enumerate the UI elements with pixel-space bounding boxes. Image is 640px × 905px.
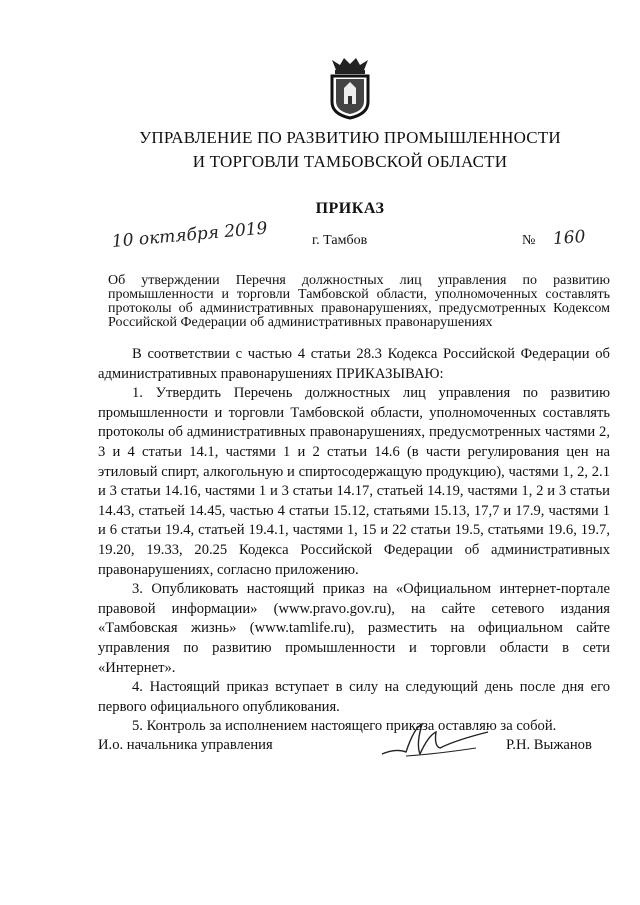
handwritten-number: 160 (552, 226, 587, 250)
number-label: № (522, 233, 536, 248)
paragraph-item-4: 4. Настоящий приказ вступает в силу на следующий день после дня его первого официального опубликования. (98, 679, 610, 715)
signature-icon (376, 718, 496, 762)
coat-of-arms-icon (326, 56, 374, 120)
paragraph-item-3: 3. Опубликовать настоящий приказ на «Официальном интернет-портале правовой информации» (www.pravo.gov.ru), на сайте сетевого издания «Тамбовская жизнь» (www.tamlife.ru), разместить на официальном сайте управления по развитию промышленности и торговли области в сети «Интернет». (98, 581, 610, 676)
signatory-name: Р.Н. Выжанов (506, 737, 592, 753)
organization-name-line1: УПРАВЛЕНИЕ ПО РАЗВИТИЮ ПРОМЫШЛЕННОСТИ (139, 128, 561, 147)
document-subject: Об утверждении Перечня должностных лиц управления по развитию промышленности и торговли Тамбовской области, уполномоченных составлять протоколы об административных правонарушениях, предусмотренных Кодексом Российской Федерации об административных правонарушениях (108, 273, 610, 330)
document-body (98, 345, 610, 737)
organization-name-line2: И ТОРГОВЛИ ТАМБОВСКОЙ ОБЛАСТИ (192, 152, 508, 171)
paragraph-item-1: 1. Утвердить Перечень должностных лиц управления по развитию промышленности и торговли Тамбовской области, уполномоченных составлять протоколы об административных правонарушениях, предусмотренных частями 2, 3 и 4 статьи 14.1, частями 1 и 2 статьи 14.6 (в части регулирования цен на этиловый спирт, алкогольную и спиртосодержащую продукцию), частями 1, 2, 2.1 и 3 статьи 14.16, частями 1 и 3 статьи 14.17, статьей 14.19, частями 1, 2 и 3 статьи 14.43, статьей 14.45, частью 4 статьи 15.12, статьями 15.13, 17,7 и 17.9, частями 1 и 6 статьи 19.4, статьей 19.4.1, частями 1, 15 и 22 статьи 19.5, статьями 19.6, 19.7, 19.20, 19.33, 20.25 Кодекса Российской Федерации об административных правонарушениях, согласно приложению. (98, 385, 610, 578)
document-title: ПРИКАЗ (315, 200, 385, 217)
city-label: г. Тамбов (312, 233, 368, 248)
handwritten-date: 10 октября 2019 (111, 218, 269, 252)
signatory-position: И.о. начальника управления (98, 737, 273, 753)
paragraph-item-5: 5. Контроль за исполнением настоящего приказа оставляю за собой. (132, 718, 557, 735)
paragraph-preamble: В соответствии с частью 4 статьи 28.3 Кодекса Российской Федерации об административных правонарушениях ПРИКАЗЫВАЮ: (98, 346, 610, 382)
